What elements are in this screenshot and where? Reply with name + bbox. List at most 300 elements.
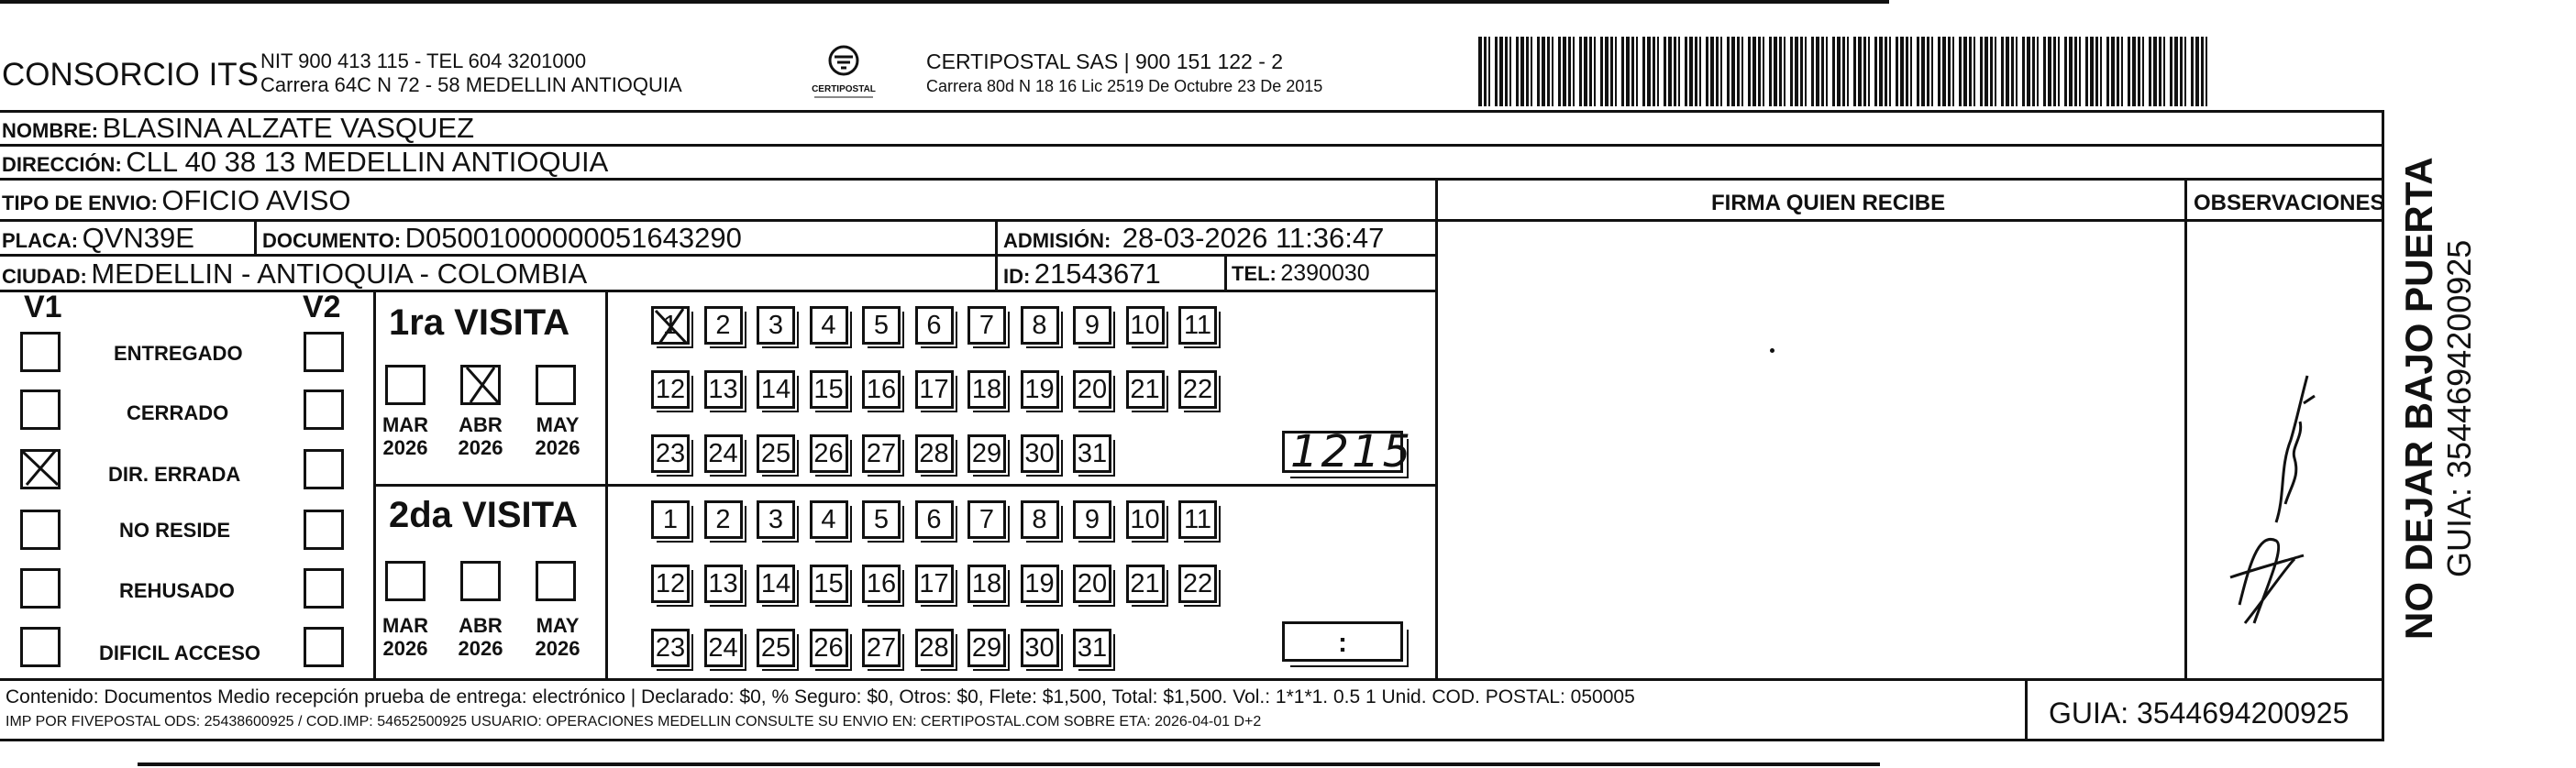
barcode-bar: [2022, 37, 2025, 106]
day-label: 13: [708, 374, 738, 404]
no-dejar-bajo-puerta-text: NO DEJAR BAJO PUERTA: [2397, 157, 2440, 640]
barcode-bar: [1615, 37, 1617, 106]
day-label: 9: [1084, 504, 1100, 534]
barcode-bar: [2064, 37, 2067, 106]
barcode-bar: [1678, 37, 1680, 106]
first-visit-day-19[interactable]: [1021, 370, 1059, 409]
day-label: 19: [1024, 568, 1055, 598]
barcode-bar: [1727, 37, 1730, 106]
second-visit-day-13[interactable]: [704, 565, 743, 603]
observaciones-heading: OBSERVACIONES: [2194, 191, 2385, 215]
barcode-bar: [1990, 37, 1993, 106]
barcode-bar: [1969, 37, 1972, 106]
day-label: 23: [655, 632, 686, 663]
barcode-bar: [1495, 37, 1498, 106]
second-visit-day-25[interactable]: [757, 629, 795, 667]
barcode: [1478, 37, 2212, 106]
company-name: CONSORCIO ITS: [2, 57, 260, 93]
company-address: Carrera 64C N 72 - 58 MEDELLIN ANTIOQUIA: [260, 73, 682, 96]
day-label: 26: [813, 438, 844, 468]
day-label: 28: [919, 632, 949, 663]
barcode-bar: [1584, 37, 1587, 106]
day-label: 1: [662, 310, 679, 340]
barcode-bar: [2079, 37, 2081, 106]
barcode-bar: [1706, 37, 1708, 106]
second-visit-mar-checkbox[interactable]: [385, 561, 426, 601]
second-visit-day-20[interactable]: [1073, 565, 1111, 603]
day-label: 7: [978, 310, 995, 340]
signature-dot: [1770, 348, 1774, 353]
barcode-bar: [1710, 37, 1714, 106]
second-visit-day-24[interactable]: [704, 629, 743, 667]
barcode-bar: [1647, 37, 1651, 106]
first-visit-day-23[interactable]: [651, 434, 690, 473]
barcode-bar: [1931, 37, 1933, 106]
barcode-bar: [2032, 37, 2035, 106]
visit-divider: [373, 484, 1435, 487]
day-label: 30: [1024, 438, 1055, 468]
day-label: 2: [715, 504, 731, 534]
day-label: 27: [866, 632, 897, 663]
barcode-bar: [1657, 37, 1659, 106]
admision-value: 28-03-2026 11:36:47: [1122, 222, 1385, 254]
v2-entregado-checkbox[interactable]: [304, 332, 344, 372]
barcode-bar: [1537, 37, 1540, 106]
row-line-5: [0, 254, 1435, 257]
barcode-bar: [1488, 37, 1490, 106]
barcode-bar: [1921, 37, 1925, 106]
day-label: 21: [1130, 568, 1160, 598]
day-label: 29: [971, 438, 1002, 468]
time-placeholder: :: [1338, 628, 1347, 658]
v2-heading: V2: [303, 290, 341, 324]
first-visit-day-7[interactable]: [967, 306, 1006, 345]
first-visit-day-20[interactable]: [1073, 370, 1111, 409]
barcode-bar: [1653, 37, 1655, 106]
barcode-bar: [1526, 37, 1529, 106]
documento-row: [262, 224, 742, 252]
barcode-bar: [1811, 37, 1814, 106]
carrier-address: Carrera 80d N 18 16 Lic 2519 De Octubre 23 De 2015: [926, 77, 1323, 95]
day-label: 24: [708, 632, 738, 663]
barcode-bar: [1699, 37, 1701, 106]
second-visit-day-22[interactable]: [1178, 565, 1217, 603]
first-visit-title: 1ra VISITA: [389, 302, 570, 343]
barcode-bar: [2121, 37, 2123, 106]
barcode-bar: [1889, 37, 1891, 106]
barcode-bar: [1558, 37, 1561, 106]
barcode-bar: [1621, 37, 1624, 106]
ciudad-row: [2, 259, 587, 288]
tel-divider: [1224, 254, 1227, 290]
second-visit-day-17[interactable]: [915, 565, 954, 603]
day-label: 4: [821, 310, 836, 340]
day-label: 20: [1077, 374, 1108, 404]
first-visit-day-9[interactable]: [1073, 306, 1111, 345]
second-visit-day-27[interactable]: [862, 629, 901, 667]
second-visit-day-2[interactable]: [704, 500, 743, 539]
second-visit-day-18[interactable]: [967, 565, 1006, 603]
barcode-bar: [1900, 37, 1904, 106]
tel-value: 2390030: [1280, 260, 1370, 286]
day-label: 19: [1024, 374, 1055, 404]
second-visit-may-label: MAY 2026: [535, 614, 580, 661]
first-visit-day-27[interactable]: [862, 434, 901, 473]
status-entregado-label: ENTREGADO: [114, 342, 243, 365]
first-visit-mar-label: MAR 2026: [381, 413, 429, 460]
barcode-bar: [2111, 37, 2115, 106]
placa-row: [2, 224, 194, 252]
barcode-bar: [1547, 37, 1550, 106]
second-visit-day-5[interactable]: [862, 500, 901, 539]
barcode-bar: [1752, 37, 1756, 106]
barcode-bar: [2180, 37, 2183, 106]
placa-label: PLACA:: [2, 229, 79, 252]
side-guia-text: GUIA: 3544694200925: [2440, 239, 2478, 577]
barcode-bar: [1769, 37, 1772, 106]
first-visit-day-24[interactable]: [704, 434, 743, 473]
barcode-bar: [1579, 37, 1582, 106]
day-label: 25: [760, 632, 791, 663]
second-visit-day-3[interactable]: [757, 500, 795, 539]
day-label: 31: [1077, 438, 1108, 468]
v1-rehusado-checkbox[interactable]: [20, 568, 61, 609]
second-visit-day-1[interactable]: [651, 500, 690, 539]
day-label: 11: [1183, 310, 1212, 340]
status-no-reside-label: NO RESIDE: [119, 519, 231, 542]
first-visit-day-13[interactable]: [704, 370, 743, 409]
second-visit-day-4[interactable]: [810, 500, 848, 539]
barcode-bar: [2006, 37, 2009, 106]
first-visit-day-21[interactable]: [1126, 370, 1165, 409]
barcode-bar: [2085, 37, 2088, 106]
barcode-bar: [2106, 37, 2109, 106]
nombre-label: NOMBRE:: [2, 119, 99, 142]
second-visit-day-19[interactable]: [1021, 565, 1059, 603]
second-visit-day-23[interactable]: [651, 629, 690, 667]
first-visit-day-17[interactable]: [915, 370, 954, 409]
day-label: 14: [760, 374, 791, 404]
v1-cerrado-checkbox[interactable]: [20, 389, 61, 430]
barcode-bar: [1610, 37, 1613, 106]
tipo-envio-row: [2, 186, 351, 214]
v2-dir-errada-checkbox[interactable]: [304, 449, 344, 489]
barcode-bar: [2142, 37, 2144, 106]
day-label: 16: [866, 374, 897, 404]
barcode-bar: [2170, 37, 2172, 106]
barcode-bar: [2132, 37, 2136, 106]
first-visit-day-26[interactable]: [810, 434, 848, 473]
barcode-bar: [1594, 37, 1596, 106]
barcode-bar: [1973, 37, 1975, 106]
barcode-bar: [1531, 37, 1532, 106]
status-rehusado-label: REHUSADO: [119, 579, 235, 602]
barcode-bar: [1748, 37, 1751, 106]
barcode-bar: [1800, 37, 1803, 106]
barcode-bar: [2090, 37, 2094, 106]
row-line-6: [0, 290, 1435, 292]
barcode-bar: [1636, 37, 1638, 106]
day-label: 22: [1182, 374, 1213, 404]
second-visit-abr-checkbox[interactable]: [460, 561, 501, 601]
day-label: 18: [971, 568, 1002, 598]
first-visit-day-18[interactable]: [967, 370, 1006, 409]
barcode-bar: [2128, 37, 2130, 106]
barcode-bar: [1674, 37, 1676, 106]
barcode-bar: [1952, 37, 1954, 106]
barcode-bar: [1631, 37, 1634, 106]
tipo-envio-value: OFICIO AVISO: [161, 184, 351, 216]
barcode-bar: [2195, 37, 2199, 106]
handwritten-time: 1215: [1290, 426, 1414, 477]
barcode-bar: [1689, 37, 1693, 106]
v2-no-reside-checkbox[interactable]: [304, 510, 344, 550]
barcode-bar: [1816, 37, 1819, 106]
barcode-bar: [1589, 37, 1592, 106]
barcode-bar: [1563, 37, 1566, 106]
day-label: 27: [866, 438, 897, 468]
v2-rehusado-checkbox[interactable]: [304, 568, 344, 609]
barcode-bar: [1758, 37, 1761, 106]
day-label: 23: [655, 438, 686, 468]
barcode-bar: [2149, 37, 2151, 106]
barcode-bar: [1478, 37, 1482, 106]
day-label: 1: [662, 504, 679, 534]
second-visit-day-12[interactable]: [651, 565, 690, 603]
first-visit-time-box[interactable]: [1282, 426, 1414, 477]
barcode-bar: [2163, 37, 2165, 106]
direccion-value: CLL 40 38 13 MEDELLIN ANTIOQUIA: [126, 146, 609, 178]
first-visit-day-29[interactable]: [967, 434, 1006, 473]
admision-divider: [995, 219, 998, 290]
first-visit-day-22[interactable]: [1178, 370, 1217, 409]
first-visit-day-30[interactable]: [1021, 434, 1059, 473]
barcode-bar: [1509, 37, 1511, 106]
day-label: 12: [655, 568, 686, 598]
barcode-bar: [1774, 37, 1777, 106]
barcode-bar: [1985, 37, 1988, 106]
barcode-bar: [1664, 37, 1666, 106]
barcode-bar: [1499, 37, 1503, 106]
barcode-bar: [1790, 37, 1793, 106]
second-visit-day-28[interactable]: [915, 629, 954, 667]
barcode-bar: [2053, 37, 2056, 106]
v1-dir-errada-checkbox[interactable]: [20, 449, 61, 489]
barcode-bar: [1568, 37, 1571, 106]
second-visit-day-14[interactable]: [757, 565, 795, 603]
day-label: 29: [971, 632, 1002, 663]
day-label: 25: [760, 438, 791, 468]
barcode-bar: [1668, 37, 1672, 106]
barcode-bar: [1995, 37, 1996, 106]
barcode-bar: [1805, 37, 1807, 106]
second-visit-may-checkbox[interactable]: [536, 561, 576, 601]
barcode-bar: [1600, 37, 1603, 106]
first-visit-day-8[interactable]: [1021, 306, 1059, 345]
id-value: 21543671: [1034, 258, 1161, 290]
second-visit-day-26[interactable]: [810, 629, 848, 667]
carrier-name: CERTIPOSTAL SAS | 900 151 122 - 2: [926, 49, 1284, 73]
barcode-bar: [1853, 37, 1856, 106]
day-label: 17: [919, 568, 949, 598]
v1-heading: V1: [24, 290, 62, 324]
barcode-bar: [1885, 37, 1887, 106]
barcode-bar: [1821, 37, 1824, 106]
barcode-bar: [1779, 37, 1782, 106]
v1-no-reside-checkbox[interactable]: [20, 510, 61, 550]
bottom-edge-line: [138, 763, 1880, 766]
company-nit: NIT 900 413 115 - TEL 604 3201000: [260, 49, 587, 72]
day-label: 28: [919, 438, 949, 468]
barcode-bar: [2069, 37, 2073, 106]
barcode-bar: [2043, 37, 2046, 106]
barcode-bar: [2027, 37, 2030, 106]
second-visit-day-11[interactable]: [1178, 500, 1217, 539]
day-label: 8: [1032, 504, 1047, 534]
day-label: 31: [1077, 632, 1108, 663]
first-visit-day-12[interactable]: [651, 370, 690, 409]
barcode-bar: [1642, 37, 1645, 106]
day-label: 18: [971, 374, 1002, 404]
second-visit-day-21[interactable]: [1126, 565, 1165, 603]
day-label: 2: [715, 310, 731, 340]
second-visit-day-29[interactable]: [967, 629, 1006, 667]
first-visit-may-label: MAY 2026: [535, 413, 580, 460]
first-visit-day-14[interactable]: [757, 370, 795, 409]
day-label: 7: [978, 504, 995, 534]
day-label: 13: [708, 568, 738, 598]
first-visit-day-31[interactable]: [1073, 434, 1111, 473]
barcode-bar: [1784, 37, 1786, 106]
footer-content-line: Contenido: Documentos Medio recepción prueba de entrega: electrónico | Declarado: $0, % Seguro: $0, Otros: $0, Flete: $1,500, Total: $1,500. Vol.: 1*1*1. 0.5 1 Unid. COD. POSTAL: 050005: [6, 686, 1635, 708]
day-label: 10: [1130, 504, 1160, 534]
top-edge-line: [0, 0, 1889, 4]
documento-value: D05001000000051643290: [404, 222, 742, 254]
barcode-bar: [2048, 37, 2051, 106]
barcode-bar: [1980, 37, 1983, 106]
admision-row: [1003, 224, 1384, 252]
day-label: 21: [1130, 374, 1160, 404]
status-cerrado-label: CERRADO: [127, 401, 229, 424]
barcode-bar: [1552, 37, 1553, 106]
day-label: 4: [821, 504, 836, 534]
first-visit-day-28[interactable]: [915, 434, 954, 473]
barcode-bar: [1716, 37, 1719, 106]
barcode-bar: [2206, 37, 2207, 106]
first-visit-mar-checkbox[interactable]: [385, 365, 426, 405]
day-label: 5: [873, 310, 890, 340]
barcode-bar: [1520, 37, 1524, 106]
day-label: 9: [1084, 310, 1100, 340]
id-row: [1003, 259, 1161, 288]
first-visit-day-15[interactable]: [810, 370, 848, 409]
first-visit-day-10[interactable]: [1126, 306, 1165, 345]
barcode-bar: [1959, 37, 1962, 106]
day-label: 26: [813, 632, 844, 663]
second-visit-day-30[interactable]: [1021, 629, 1059, 667]
barcode-bar: [2074, 37, 2077, 106]
barcode-bar: [1879, 37, 1883, 106]
first-visit-day-5[interactable]: [862, 306, 901, 345]
first-visit-day-25[interactable]: [757, 434, 795, 473]
barcode-bar: [1938, 37, 1940, 106]
second-visit-day-31[interactable]: [1073, 629, 1111, 667]
certipostal-logo: [807, 42, 880, 103]
observ-left-line: [2184, 178, 2187, 678]
barcode-bar: [1626, 37, 1630, 106]
barcode-bar: [1763, 37, 1764, 106]
second-visit-day-10[interactable]: [1126, 500, 1165, 539]
barcode-bar: [1906, 37, 1908, 106]
tel-row: [1232, 262, 1370, 285]
barcode-bar: [2191, 37, 2194, 106]
barcode-bar: [2095, 37, 2098, 106]
barcode-bar: [1963, 37, 1967, 106]
svg-text:CERTIPOSTAL: CERTIPOSTAL: [812, 84, 876, 94]
second-visit-day-16[interactable]: [862, 565, 901, 603]
v2-dificil-acceso-checkbox[interactable]: [304, 627, 344, 667]
second-visit-abr-label: ABR 2026: [458, 614, 503, 661]
admision-label: ADMISIÓN:: [1003, 229, 1111, 252]
second-visit-day-15[interactable]: [810, 565, 848, 603]
barcode-bar: [1927, 37, 1929, 106]
tel-label: TEL:: [1232, 262, 1277, 285]
day-label: 15: [813, 568, 844, 598]
first-visit-day-1[interactable]: [651, 306, 690, 345]
second-visit-day-9[interactable]: [1073, 500, 1111, 539]
first-visit-day-2[interactable]: [704, 306, 743, 345]
nombre-row: [2, 114, 474, 142]
second-visit-time-box[interactable]: [1282, 621, 1403, 662]
barcode-bar: [1720, 37, 1722, 106]
v1-dificil-acceso-checkbox[interactable]: [20, 627, 61, 667]
second-visit-mar-label: MAR 2026: [381, 614, 429, 661]
barcode-bar: [2201, 37, 2204, 106]
barcode-bar: [1542, 37, 1545, 106]
first-visit-day-3[interactable]: [757, 306, 795, 345]
handwritten-check-mark: [459, 362, 505, 408]
first-visit-day-4[interactable]: [810, 306, 848, 345]
barcode-bar: [1948, 37, 1951, 106]
firma-heading: FIRMA QUIEN RECIBE: [1711, 191, 1946, 215]
v2-cerrado-checkbox[interactable]: [304, 389, 344, 430]
barcode-bar: [1605, 37, 1609, 106]
first-visit-day-11[interactable]: [1178, 306, 1217, 345]
barcode-bar: [2011, 37, 2014, 106]
day-label: 15: [813, 374, 844, 404]
status-dir-errada-label: DIR. ERRADA: [108, 463, 241, 486]
day-label: 12: [655, 374, 686, 404]
v1-entregado-checkbox[interactable]: [20, 332, 61, 372]
ciudad-value: MEDELLIN - ANTIOQUIA - COLOMBIA: [91, 258, 588, 290]
placa-value: QVN39E: [82, 222, 194, 254]
second-visit-day-6[interactable]: [915, 500, 954, 539]
barcode-bar: [1874, 37, 1877, 106]
first-visit-day-16[interactable]: [862, 370, 901, 409]
documento-label: DOCUMENTO:: [262, 229, 402, 252]
barcode-bar: [2117, 37, 2119, 106]
barcode-bar: [1826, 37, 1828, 106]
first-visit-day-6[interactable]: [915, 306, 954, 345]
day-label: 22: [1182, 568, 1213, 598]
placa-doc-divider: [254, 219, 257, 254]
second-visit-day-7[interactable]: [967, 500, 1006, 539]
second-visit-day-8[interactable]: [1021, 500, 1059, 539]
first-visit-may-checkbox[interactable]: [536, 365, 576, 405]
day-label: 17: [919, 374, 949, 404]
month-days-divider: [605, 290, 608, 678]
first-visit-abr-checkbox[interactable]: [460, 365, 501, 405]
